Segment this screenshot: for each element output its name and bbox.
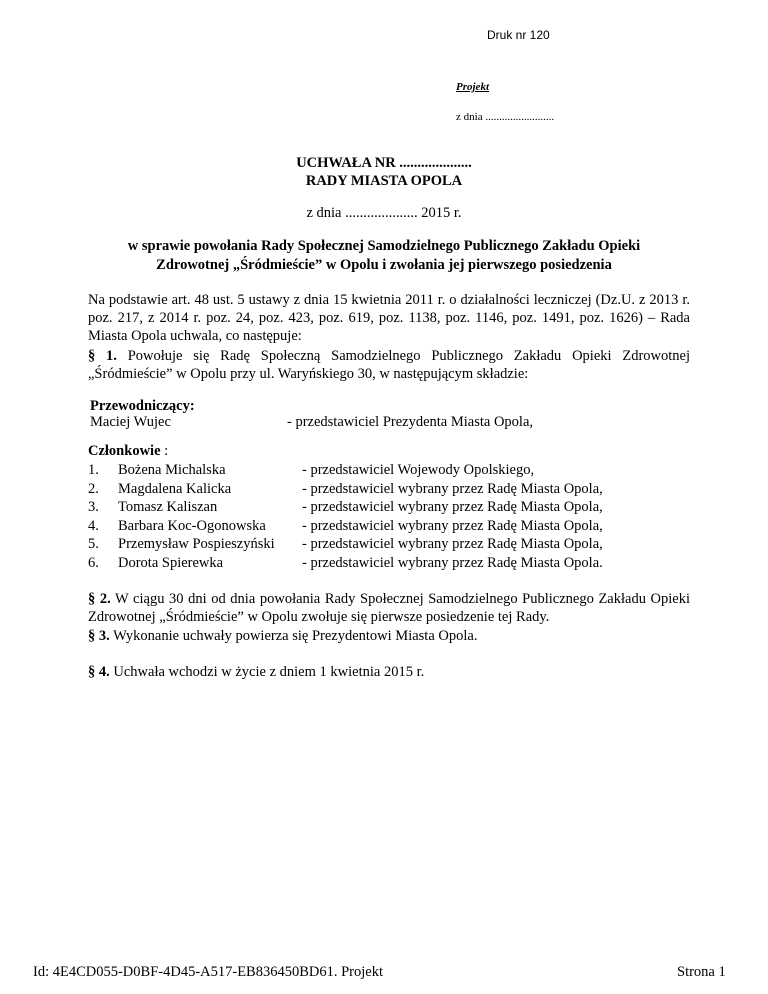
member-number: 4. <box>88 517 99 534</box>
project-label: Projekt <box>456 81 489 93</box>
section-4-text: Uchwała wchodzi w życie z dniem 1 kwietnia 2015 r. <box>109 664 425 680</box>
resolution-subject <box>80 237 688 275</box>
member-name: Barbara Koc-Ogonowska <box>118 517 266 534</box>
member-role: - przedstawiciel Wojewody Opolskiego, <box>302 462 535 478</box>
member-role: - przedstawiciel wybrany przez Radę Miasta Opola, <box>302 480 603 497</box>
members-label: Członkowie <box>88 443 161 459</box>
list-item <box>88 499 698 518</box>
resolution-date: z dnia .................... 2015 r. <box>306 205 462 221</box>
project-date: z dnia ......................... <box>456 111 555 123</box>
section-1-text: Powołuje się Radę Społeczną Samodzielnego Publicznego Zakładu Opieki Zdrowotnej „Śródmieście” w Opolu przy ul. Waryńskiego 30, w następującym składzie: <box>88 348 690 382</box>
members-list <box>88 462 698 573</box>
list-item <box>88 518 698 537</box>
member-number: 3. <box>88 499 99 515</box>
section-4 <box>88 663 690 681</box>
member-name: Dorota Spierewka <box>118 554 224 571</box>
page-number: Strona 1 <box>677 964 726 980</box>
print-number: Druk nr 120 <box>487 28 550 42</box>
chair-role: - przedstawiciel Prezydenta Miasta Opola, <box>287 414 534 430</box>
section-1-label: § 1. <box>88 348 117 364</box>
council-name: RADY MIASTA OPOLA <box>305 173 463 189</box>
section-2-text: W ciągu 30 dni od dnia powołania Rady Społecznej Samodzielnego Publicznego Zakładu Opieki Zdrowotnej „Śródmieście” w Opolu zwołuje się pierwsze posiedzenie tej Rady. <box>88 591 690 625</box>
chair-label: Przewodniczący: <box>90 398 195 414</box>
chair-name: Maciej Wujec <box>90 414 171 430</box>
section-1 <box>88 347 690 383</box>
section-3 <box>88 627 690 645</box>
section-2-label: § 2. <box>88 591 111 607</box>
list-item <box>88 555 698 574</box>
member-number: 5. <box>88 536 99 552</box>
member-name: Przemysław Pospieszyński <box>118 536 275 552</box>
section-3-label: § 3. <box>88 628 110 644</box>
document-id: Id: 4E4CD055-D0BF-4D45-A517-EB836450BD61. Projekt <box>33 964 384 980</box>
member-number: 2. <box>88 480 99 497</box>
member-name: Magdalena Kalicka <box>118 480 232 497</box>
member-role: - przedstawiciel wybrany przez Radę Miasta Opola. <box>302 554 603 571</box>
resolution-title: UCHWAŁA NR .................... <box>296 155 472 171</box>
subject-line-1: w sprawie powołania Rady Społecznej Samodzielnego Publicznego Zakładu Opieki <box>127 238 641 254</box>
members-colon: : <box>160 443 169 459</box>
member-role: - przedstawiciel wybrany przez Radę Miasta Opola, <box>302 536 603 552</box>
member-number: 1. <box>88 462 99 478</box>
list-item <box>88 462 698 481</box>
member-role: - przedstawiciel wybrany przez Radę Miasta Opola, <box>302 499 603 515</box>
subject-line-2: Zdrowotnej „Śródmieście” w Opolu i zwołania jej pierwszego posiedzenia <box>156 257 612 273</box>
list-item <box>88 481 698 500</box>
list-item <box>88 536 698 555</box>
member-number: 6. <box>88 554 99 571</box>
members-heading <box>88 443 168 460</box>
member-name: Bożena Michalska <box>118 462 226 478</box>
section-2 <box>88 590 690 626</box>
member-role: - przedstawiciel wybrany przez Radę Miasta Opola, <box>302 517 603 534</box>
legal-basis: Na podstawie art. 48 ust. 5 ustawy z dnia 15 kwietnia 2011 r. o działalności leczniczej (Dz.U. z 2013 r. poz. 217, z 2014 r. poz. 24, poz. 423, poz. 619, poz. 1138, poz. 1146, poz. 1491, poz. 1626) – Rada Miasta Opola uchwala, co następuje: <box>88 292 690 344</box>
section-3-text: Wykonanie uchwały powierza się Prezydentowi Miasta Opola. <box>109 628 478 644</box>
member-name: Tomasz Kaliszan <box>118 499 218 515</box>
section-4-label: § 4. <box>88 664 110 680</box>
